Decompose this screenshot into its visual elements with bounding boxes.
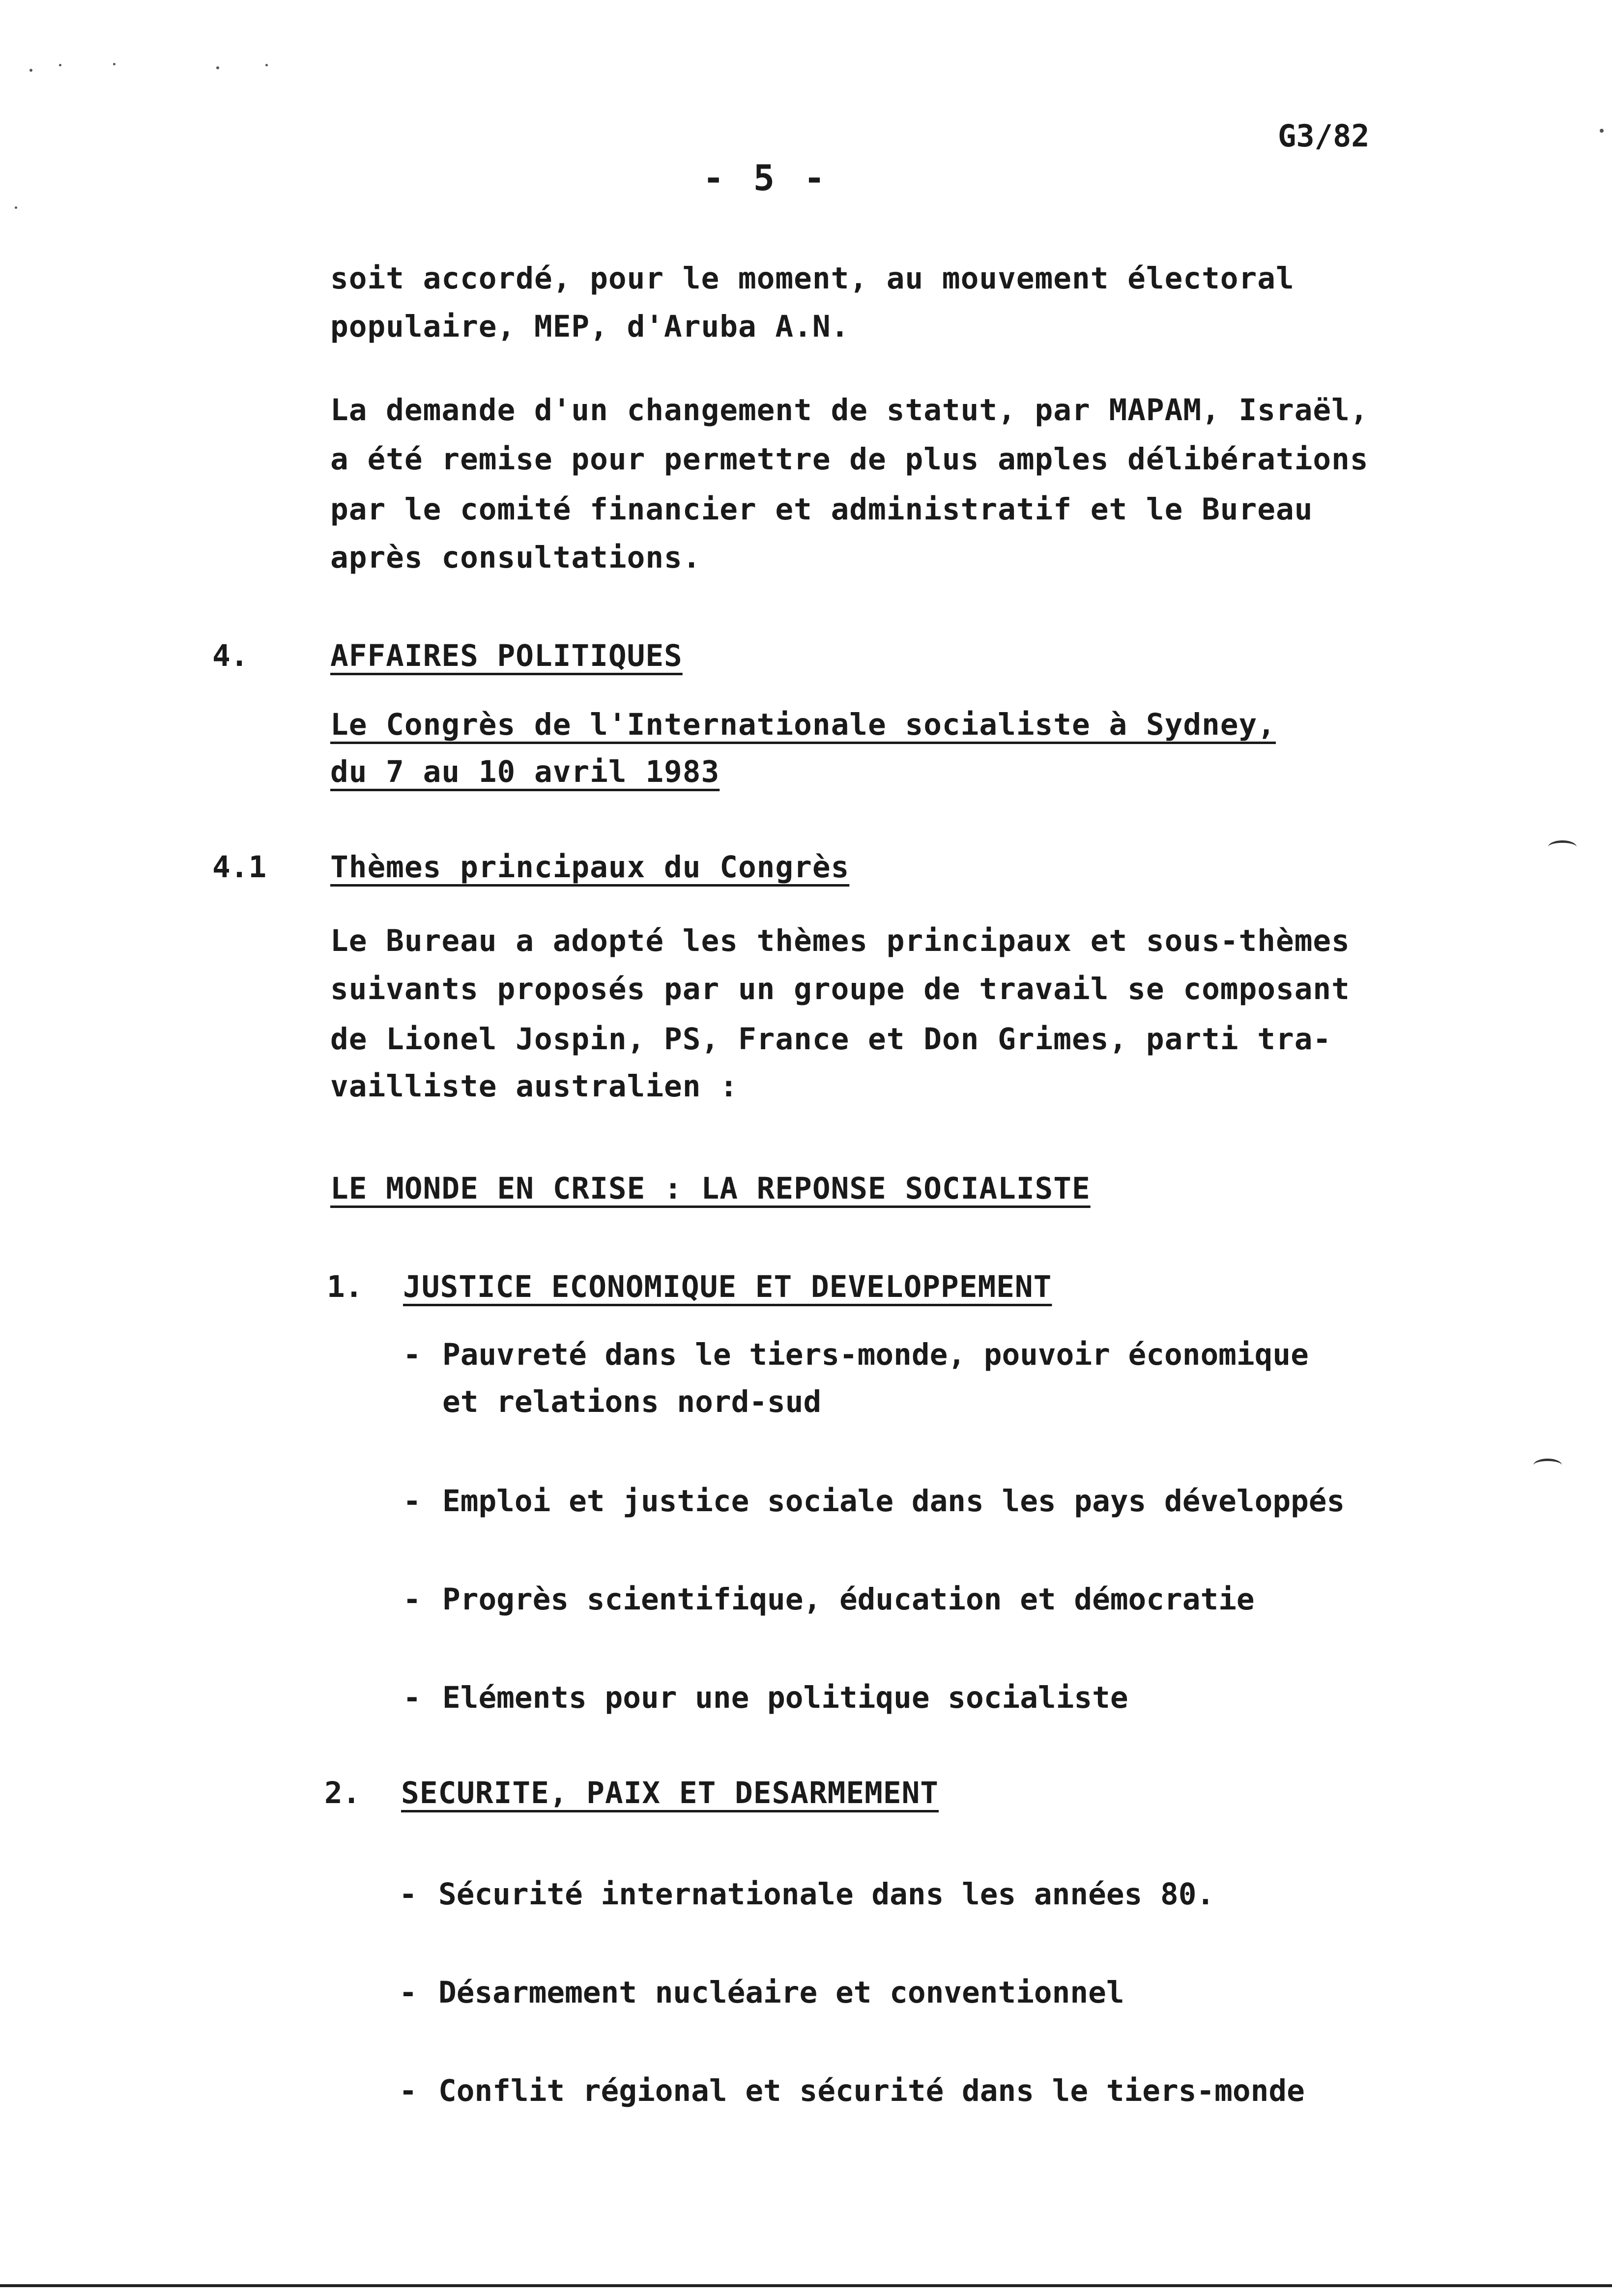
bullet-dash: - [403, 1337, 421, 1372]
scan-speck [59, 64, 61, 66]
scan-speck [265, 64, 268, 66]
paragraph-line: soit accordé, pour le moment, au mouvement électoral [330, 261, 1295, 296]
bullet-item [403, 1675, 1128, 1721]
theme-title: SECURITE, PAIX ET DESARMEMENT [401, 1776, 939, 1810]
bullet-text: Emploi et justice sociale dans les pays développés [442, 1484, 1345, 1519]
bullet-text: Pauvreté dans le tiers-monde, pouvoir économique [442, 1337, 1309, 1372]
paragraph-line: a été remise pour permettre de plus amples délibérations [330, 442, 1369, 477]
bullet-item [399, 2068, 1305, 2114]
section-subtitle-line: Le Congrès de l'Internationale socialiste à Sydney, [330, 707, 1276, 742]
section-number: 4. [212, 638, 249, 673]
scan-speck [216, 66, 219, 69]
paragraph-line: Le Bureau a adopté les thèmes principaux et sous-thèmes [330, 923, 1350, 958]
bullet-item [403, 1478, 1345, 1524]
bullet-text: Eléments pour une politique socialiste [442, 1680, 1128, 1715]
section-subtitle-line: du 7 au 10 avril 1983 [330, 754, 720, 789]
paragraph-line: par le comité financier et administratif et le Bureau [330, 492, 1313, 527]
bullet-text: Conflit régional et sécurité dans le tiers-monde [438, 2073, 1305, 2108]
bullet-dash: - [399, 2073, 417, 2108]
bullet-continuation: et relations nord-sud [442, 1384, 822, 1419]
scan-speck [15, 206, 17, 209]
theme-number: 2. [324, 1776, 361, 1810]
document-reference: G3/82 [1278, 118, 1370, 154]
scan-speck [1600, 129, 1604, 133]
bullet-text: Désarmement nucléaire et conventionnel [438, 1975, 1124, 2010]
theme-number: 1. [327, 1269, 363, 1304]
paragraph-line: vailliste australien : [330, 1069, 738, 1104]
subsection-number: 4.1 [212, 850, 267, 885]
bullet-dash: - [399, 1877, 417, 1912]
bullet-dash: - [399, 1975, 417, 2010]
subsection-title: Thèmes principaux du Congrès [330, 850, 850, 885]
bullet-dash: - [403, 1484, 421, 1519]
paragraph-line: La demande d'un changement de statut, par MAPAM, Israël, [330, 393, 1369, 428]
bullet-item [403, 1577, 1255, 1623]
bullet-text: Progrès scientifique, éducation et démocratie [442, 1582, 1255, 1617]
bullet-item [399, 1970, 1124, 2016]
page-number: - 5 - [703, 157, 829, 199]
theme-title: JUSTICE ECONOMIQUE ET DEVELOPPEMENT [403, 1269, 1052, 1304]
page-bottom-rule [0, 2284, 1612, 2287]
paragraph-line: après consultations. [330, 540, 701, 575]
bullet-dash: - [403, 1582, 421, 1617]
paragraph-line: suivants proposés par un groupe de travail se composant [330, 972, 1350, 1006]
scan-speck [29, 69, 32, 72]
bullet-dash: - [403, 1680, 421, 1715]
margin-mark [1548, 840, 1577, 854]
theme-heading: LE MONDE EN CRISE : LA REPONSE SOCIALISTE [330, 1171, 1091, 1206]
section-title: AFFAIRES POLITIQUES [330, 638, 683, 673]
paragraph-line: de Lionel Jospin, PS, France et Don Grimes, parti tra- [330, 1022, 1332, 1057]
margin-mark [1533, 1459, 1562, 1472]
bullet-text: Sécurité internationale dans les années 80. [438, 1877, 1215, 1912]
scan-speck [113, 63, 115, 65]
bullet-item [403, 1332, 1309, 1378]
bullet-item [399, 1871, 1214, 1918]
paragraph-line: populaire, MEP, d'Aruba A.N. [330, 309, 850, 344]
